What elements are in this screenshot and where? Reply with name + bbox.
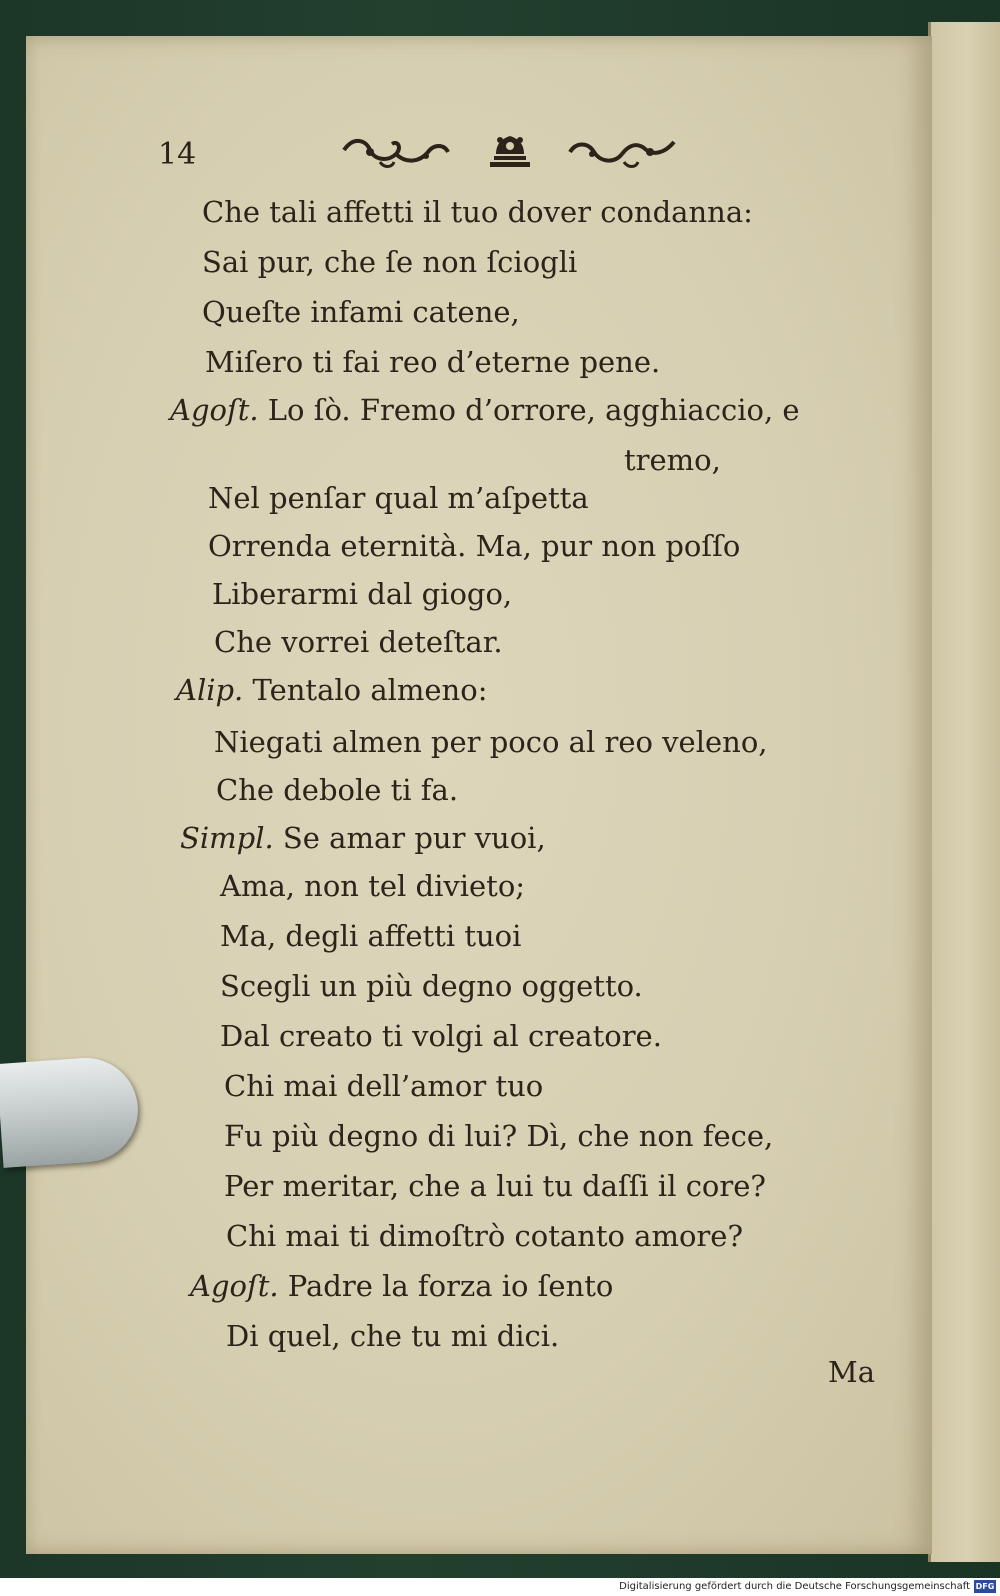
speaker-name: Agoſt. (170, 393, 259, 427)
text-line: Sai pur, che ſe non ſciogli (202, 245, 578, 279)
text-line: Di quel, che tu mi dici. (226, 1319, 560, 1353)
text-line: Che vorrei deteſtar. (214, 625, 503, 659)
text-line: Ama, non tel divieto; (220, 869, 526, 903)
speaker-name: Simpl. (180, 821, 274, 855)
text-line: Nel penſar qual m’aſpetta (208, 481, 589, 515)
text-line: Per meritar, che a lui tu daſſi il core? (224, 1169, 766, 1203)
text-line: Scegli un più degno oggetto. (220, 969, 643, 1003)
text-line: Orrenda eternità. Ma, pur non poſſo (208, 529, 741, 563)
text-line: Che tali affetti il tuo dover condanna: (202, 195, 753, 229)
text-line: Miſero ti fai reo d’eterne pene. (205, 345, 661, 379)
text-line: Simpl. Se amar pur vuoi, (180, 821, 546, 855)
text-line: Che debole ti fa. (216, 773, 459, 807)
dfg-logo: DFG (975, 1582, 995, 1591)
text-line: Agoſt. Padre la forza io ſento (190, 1269, 614, 1303)
text-line: Chi mai dell’amor tuo (224, 1069, 544, 1103)
catchword: Ma (828, 1355, 875, 1389)
page-number: 14 (158, 137, 197, 172)
text-line: Fu più degno di lui? Dì, che non fece, (224, 1119, 774, 1153)
speaker-name: Alip. (176, 673, 244, 707)
text-line: Queſte infami catene, (202, 295, 520, 329)
text-line: Chi mai ti dimoſtrò cotanto amore? (226, 1219, 743, 1253)
text-line: Alip. Tentalo almeno: (176, 673, 488, 707)
text-line: Niegati almen per poco al reo veleno, (214, 725, 768, 759)
text-line: Agoſt. Lo ſò. Fremo d’orrore, agghiaccio, e (170, 393, 800, 427)
footer-credit: Digitalisierung gefördert durch die Deutsche Forschungsgemeinschaft (619, 1581, 970, 1592)
text-line: tremo, (624, 443, 721, 477)
text-line: Dal creato ti volgi al creatore. (220, 1019, 662, 1053)
speaker-name: Agoſt. (190, 1269, 279, 1303)
text-line: Ma, degli affetti tuoi (220, 919, 522, 953)
text-line: Liberarmi dal giogo, (212, 577, 513, 611)
